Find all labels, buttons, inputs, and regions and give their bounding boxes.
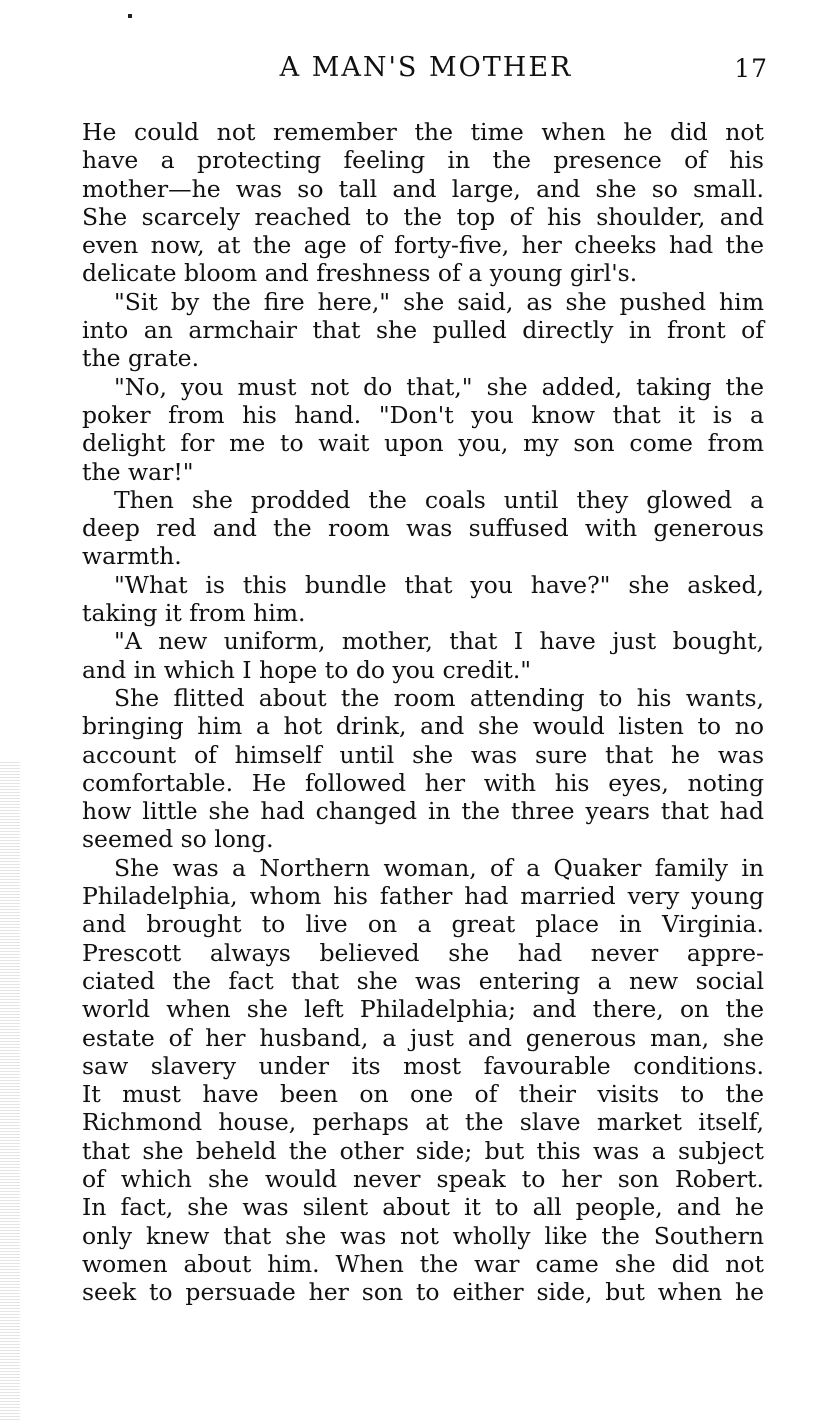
text-line: account of himself until she was sure that he was	[82, 740, 764, 769]
text-line: and in which I hope to do you credit."	[82, 655, 532, 684]
text-line: only knew that she was not wholly like the Southern	[82, 1221, 764, 1250]
text-line: "Sit by the fire here," she said, as she pushed him	[114, 287, 764, 316]
text-line: seemed so long.	[82, 825, 274, 854]
text-line: into an armchair that she pulled directly in front of	[82, 316, 764, 345]
text-line: and brought to live on a great place in Virginia.	[82, 910, 764, 939]
text-line: Then she prodded the coals until they glowed a	[114, 485, 764, 514]
text-line: the war!"	[82, 457, 194, 486]
text-line: bringing him a hot drink, and she would listen to no	[82, 712, 764, 741]
page-header	[82, 52, 770, 86]
text-line: how little she had changed in the three years that had	[82, 797, 764, 826]
text-line: He could not remember the time when he did not	[82, 118, 764, 146]
text-line: It must have been on one of their visits to the	[82, 1080, 764, 1109]
text-line: world when she left Philadelphia; and there, on the	[82, 995, 764, 1024]
text-line: of which she would never speak to her son Robert.	[82, 1164, 764, 1193]
text-line: ciated the fact that she was entering a new social	[82, 966, 764, 995]
text-line: comfortable. He followed her with his eyes, noting	[82, 768, 764, 797]
text-line: poker from his hand. "Don't you know that it is a	[82, 400, 764, 429]
text-line: mother—he was so tall and large, and she so small.	[82, 174, 764, 203]
text-line: Prescott always believed she had never appre-	[82, 938, 764, 967]
body-text	[82, 118, 764, 1306]
running-title: A MAN'S MOTHER	[279, 52, 573, 83]
scan-margin-shading	[0, 760, 20, 1420]
text-line: women about him. When the war came she did not	[82, 1249, 764, 1278]
text-line: "What is this bundle that you have?" she asked,	[114, 570, 764, 599]
text-line: have a protecting feeling in the presence of his	[82, 146, 764, 175]
text-line: delight for me to wait upon you, my son come from	[82, 429, 764, 458]
text-line: seek to persuade her son to either side, but when he	[82, 1278, 764, 1307]
text-line: Richmond house, perhaps at the slave market itself,	[82, 1108, 764, 1137]
text-line: She flitted about the room attending to his wants,	[114, 683, 764, 712]
text-line: Philadelphia, whom his father had married very young	[82, 882, 764, 911]
page-number: 17	[734, 54, 768, 83]
text-line: that she beheld the other side; but this was a subject	[82, 1136, 764, 1165]
text-line: She scarcely reached to the top of his shoulder, and	[82, 202, 764, 231]
text-line: "A new uniform, mother, that I have just bought,	[114, 627, 764, 656]
print-speck	[128, 14, 132, 18]
text-line: delicate bloom and freshness of a young girl's.	[82, 259, 638, 288]
text-line: saw slavery under its most favourable conditions.	[82, 1051, 764, 1080]
text-line: In fact, she was silent about it to all people, and he	[82, 1193, 764, 1222]
text-line: deep red and the room was suffused with generous	[82, 514, 764, 543]
text-line: taking it from him.	[82, 599, 306, 628]
text-line: even now, at the age of forty-five, her cheeks had the	[82, 231, 764, 260]
text-line: warmth.	[82, 542, 182, 571]
text-line: She was a Northern woman, of a Quaker family in	[114, 853, 764, 882]
text-line: "No, you must not do that," she added, taking the	[114, 372, 764, 401]
text-line: the grate.	[82, 344, 200, 373]
text-line: estate of her husband, a just and generous man, she	[82, 1023, 764, 1052]
